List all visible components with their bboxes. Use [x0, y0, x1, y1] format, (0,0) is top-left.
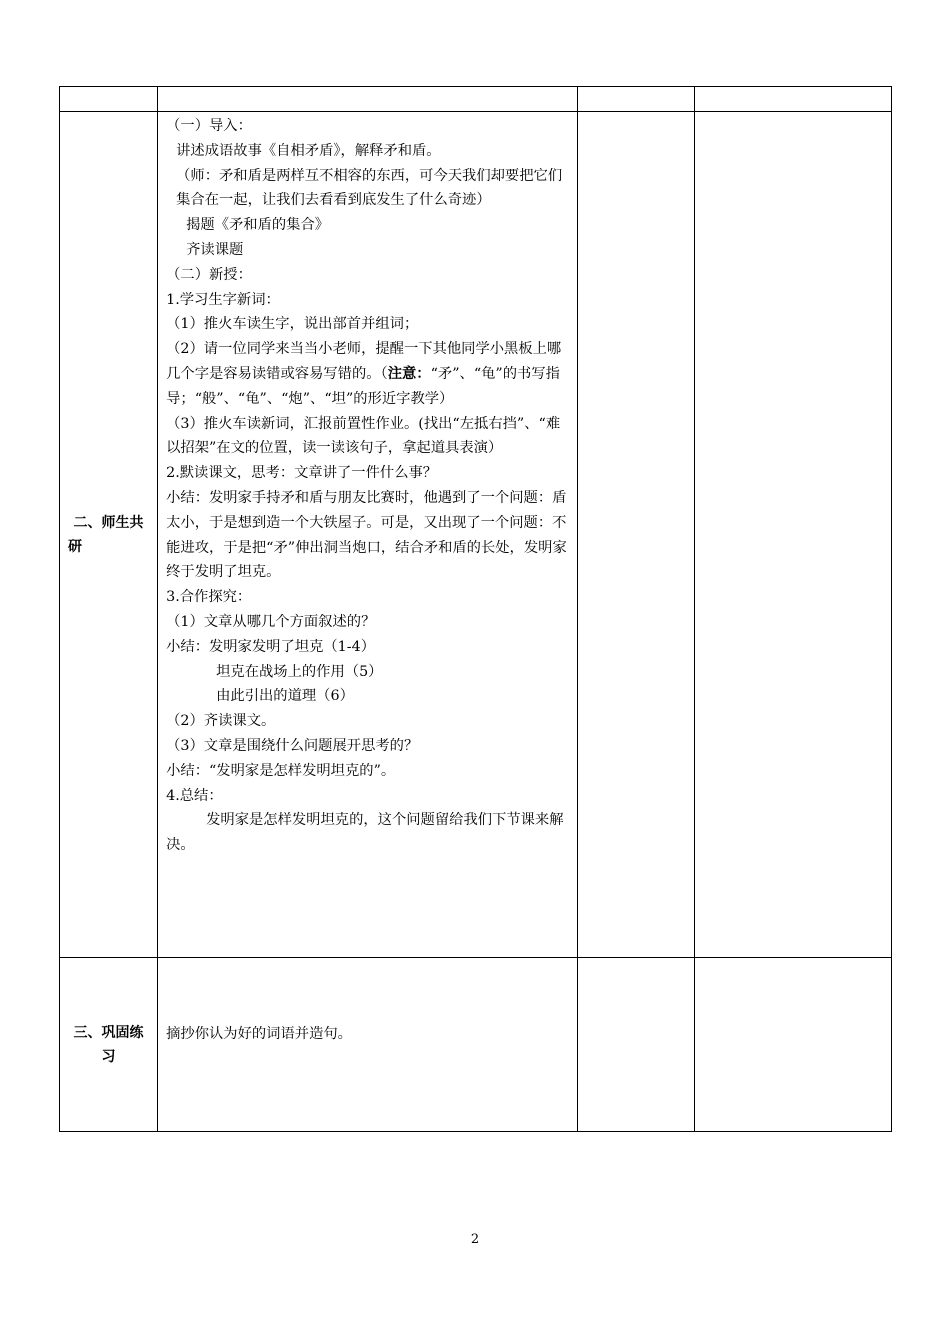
- practice-text: 摘抄你认为好的词语并造句。: [166, 1026, 352, 1043]
- table-cell: [577, 958, 694, 1132]
- content-line: 2.默读课文，思考：文章讲了一件什么事？: [166, 465, 438, 482]
- section-label-line: 三、巩固练: [73, 1024, 144, 1041]
- content-line: 由此引出的道理（6）: [216, 688, 354, 705]
- content-line: 讲述成语故事《自相矛盾》，解释矛和盾。: [176, 142, 441, 159]
- page-number: 2: [470, 1232, 480, 1247]
- lesson-content-cell: [158, 112, 578, 958]
- content-line: [166, 337, 569, 411]
- content-line: 发明家是怎样发明坦克的，这个问题留给我们下节课来解决。: [166, 812, 564, 854]
- content-line: 1.学习生字新词：: [166, 291, 280, 308]
- content-line: 齐读课题: [186, 241, 244, 258]
- section-label-teacher-student: [60, 112, 158, 958]
- table-cell: [694, 958, 891, 1132]
- lesson-plan-table: [59, 86, 892, 1132]
- content-line: 小结：发明家发明了坦克（1-4）: [166, 638, 375, 655]
- content-line: （一）导入：: [166, 118, 252, 134]
- table-row: [60, 958, 892, 1132]
- lesson-content: [158, 112, 577, 862]
- content-line: 小结：发明家手持矛和盾与朋友比赛时，他遇到了一个问题：盾太小，于是想到造一个大铁屋子。可是，又出现了一个问题：不能进攻，于是把“矛”伸出洞当炮口，结合矛和盾的长处，发明家终于发明了坦克。: [166, 489, 567, 581]
- content-line: 揭题《矛和盾的集合》: [186, 217, 330, 234]
- section-label-practice: [60, 958, 158, 1132]
- content-line: 坦克在战场上的作用（5）: [216, 663, 383, 680]
- table-cell: [577, 87, 694, 112]
- content-text: （2）请一位同学来当当小老师，提醒一下其他同学小黑板上哪几个字是容易读错或容易写错的。（: [166, 341, 562, 382]
- section-label-line: 研: [68, 538, 82, 555]
- section-label-line: 习: [101, 1048, 116, 1065]
- practice-content-cell: [158, 958, 578, 1132]
- table-cell: [577, 112, 694, 958]
- content-line: （3）文章是围绕什么问题展开思考的？: [166, 737, 419, 754]
- content-line: （二）新授：: [166, 266, 252, 283]
- table-cell: [694, 87, 891, 112]
- note-emphasis: 注意：: [387, 365, 431, 382]
- content-line: 4.总结：: [166, 787, 223, 804]
- section-label-line: 二、师生共: [73, 514, 144, 531]
- content-line: （3）推火车读新词，汇报前置性作业。(找出“左抵右挡”、“难以招架”在文的位置，读一读该句子，拿起道具表演）: [166, 415, 561, 457]
- content-line: （师：矛和盾是两样互不相容的东西，可今天我们却要把它们集合在一起，让我们去看看到底发生了什么奇迹）: [176, 167, 563, 209]
- content-line: 3.合作探究：: [166, 589, 252, 606]
- content-text: “矛”、“龟”的书写指导；“般”、“龟”、“炮”、“坦”的形近字教学）: [166, 365, 560, 407]
- table-row: [60, 87, 892, 112]
- table-cell: [60, 87, 158, 112]
- table-cell: [158, 87, 578, 112]
- content-line: （2）齐读课文。: [166, 713, 276, 730]
- content-line: （1）文章从哪几个方面叙述的？: [166, 613, 376, 630]
- table-row: [60, 112, 892, 958]
- content-line: 小结：“发明家是怎样发明坦克的”。: [166, 762, 396, 779]
- table-cell: [694, 112, 891, 958]
- content-line: （1）推火车读生字，说出部首并组词；: [166, 316, 419, 333]
